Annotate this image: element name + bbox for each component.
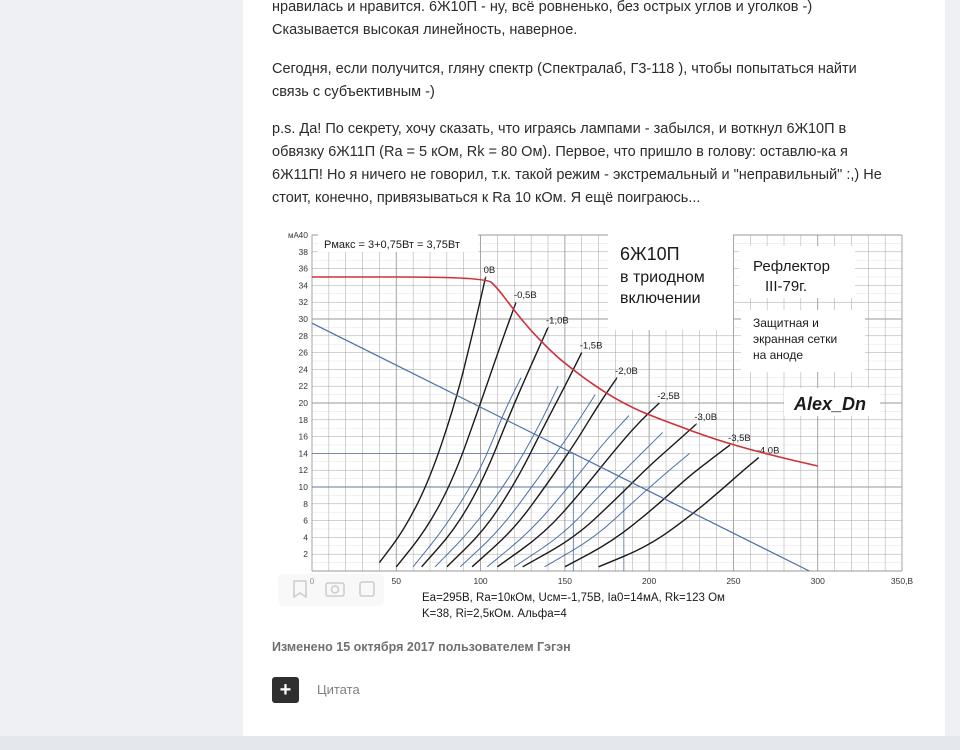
post-text-line: Сказывается высокая линейность, наверное. xyxy=(272,22,578,38)
quote-button[interactable] xyxy=(272,677,299,703)
y-tick-label: 18 xyxy=(298,414,308,425)
post-text-line: Сегодня, если получится, гляну спектр (Спектралаб, Г3-118 ), чтобы попытаться найти xyxy=(272,61,857,77)
pmax-box xyxy=(318,234,478,252)
y-axis-unit: мА xyxy=(288,231,299,240)
post-text-line: p.s. Да! По секрету, хочу сказать, что играясь лампами - забылся, и воткнул 6Ж10П в xyxy=(272,121,847,137)
chart-caption-line2: K=38, Ri=2,5кОм. Альфа=4 xyxy=(422,608,567,620)
curve-label: -1,5В xyxy=(579,340,603,352)
y-tick-label: 28 xyxy=(298,330,308,341)
y-tick-label: 10 xyxy=(298,482,308,492)
y-tick-label: 36 xyxy=(298,263,308,274)
y-tick-label: 38 xyxy=(298,246,308,257)
y-tick-label: 24 xyxy=(298,364,308,375)
y-tick-label: 20 xyxy=(298,398,308,408)
left-gutter xyxy=(0,0,243,750)
quote-link[interactable]: Цитата xyxy=(317,682,360,697)
curve-label: -3,0В xyxy=(694,412,718,423)
y-tick-label: 6 xyxy=(303,515,308,526)
image-toolbar xyxy=(278,574,384,606)
x-tick-label: 100 xyxy=(473,576,488,586)
tube-characteristics-chart[interactable] xyxy=(272,224,932,634)
bottom-bar xyxy=(0,736,960,750)
x-tick-label: 150 xyxy=(557,576,572,586)
author-signature: Alex_Dn xyxy=(794,394,867,414)
y-tick-label: 4 xyxy=(303,532,308,543)
source-box xyxy=(739,246,855,298)
y-tick-label: 14 xyxy=(298,448,308,459)
post-text-line: 6Ж11П! Но я ничего не говорил, т.к. такой режим - экстремальный и "неправильный" :,) Не xyxy=(272,167,882,183)
y-tick-label: 40 xyxy=(298,230,308,240)
author-box xyxy=(784,388,880,416)
note-box-line2: экранная сетки xyxy=(753,332,838,346)
source-box-line1: Рефлектор xyxy=(753,258,830,275)
post-text-line: нравилась и нравится. 6Ж10П - ну, всё ровненько, без острых углов и уголков -) xyxy=(272,0,813,15)
curve-label: -2,5В xyxy=(657,391,680,402)
y-tick-label: 8 xyxy=(303,498,308,509)
curve-label: -4,0В xyxy=(756,445,780,457)
y-tick-label: 32 xyxy=(298,297,308,308)
y-tick-label: 34 xyxy=(298,280,308,291)
title-box xyxy=(608,234,733,330)
note-box xyxy=(741,310,865,372)
x-tick-label: 250 xyxy=(726,576,741,586)
title-box-line3: включении xyxy=(620,290,701,307)
x-tick-label: 300 xyxy=(810,576,825,586)
curve-label: -2,0В xyxy=(615,365,638,377)
title-box-line1: 6Ж10П xyxy=(620,244,680,264)
chart-caption-line1: Ea=295В, Ra=10кОм, Uсм=-1,75В, Ia0=14мА, Rk=123 Ом xyxy=(422,592,725,604)
y-tick-label: 2 xyxy=(303,549,308,560)
edited-note: Изменено 15 октября 2017 пользователем Гэгэн xyxy=(272,640,571,654)
post-text-line: стоит, конечно, привязываться к Ra 10 кОм. Я ещё поиграюсь... xyxy=(272,190,701,206)
curve-label: -3,5В xyxy=(728,433,751,444)
post-text-line: связь с субъективным -) xyxy=(272,84,435,100)
y-tick-label: 12 xyxy=(298,465,308,476)
right-gutter xyxy=(945,0,960,750)
x-axis-unit: 350,В xyxy=(890,576,914,586)
y-tick-label: 16 xyxy=(298,431,308,442)
y-tick-label: 30 xyxy=(298,314,308,324)
y-tick-label: 26 xyxy=(298,347,308,358)
title-box-line2: в триодном xyxy=(620,269,705,286)
post-text-line: обвязку 6Ж11П (Ra = 5 кОм, Rk = 80 Ом). Первое, что пришло в голову: оставлю-ка я xyxy=(272,144,848,160)
y-tick-label: 22 xyxy=(298,381,308,392)
x-tick-label: 200 xyxy=(642,576,657,586)
curve-label: -1,0В xyxy=(546,315,569,327)
plus-icon: + xyxy=(279,679,292,701)
curve-label: -0,5В xyxy=(513,290,537,302)
note-box-line1: Защитная и xyxy=(753,316,819,330)
pmax-label: Рмакс = 3+0,75Вт = 3,75Вт xyxy=(324,239,460,251)
source-box-line2: III-79г. xyxy=(765,278,807,295)
x-tick-label: 50 xyxy=(391,576,402,586)
curve-label: 0В xyxy=(483,265,496,276)
note-box-line3: на аноде xyxy=(753,348,804,362)
